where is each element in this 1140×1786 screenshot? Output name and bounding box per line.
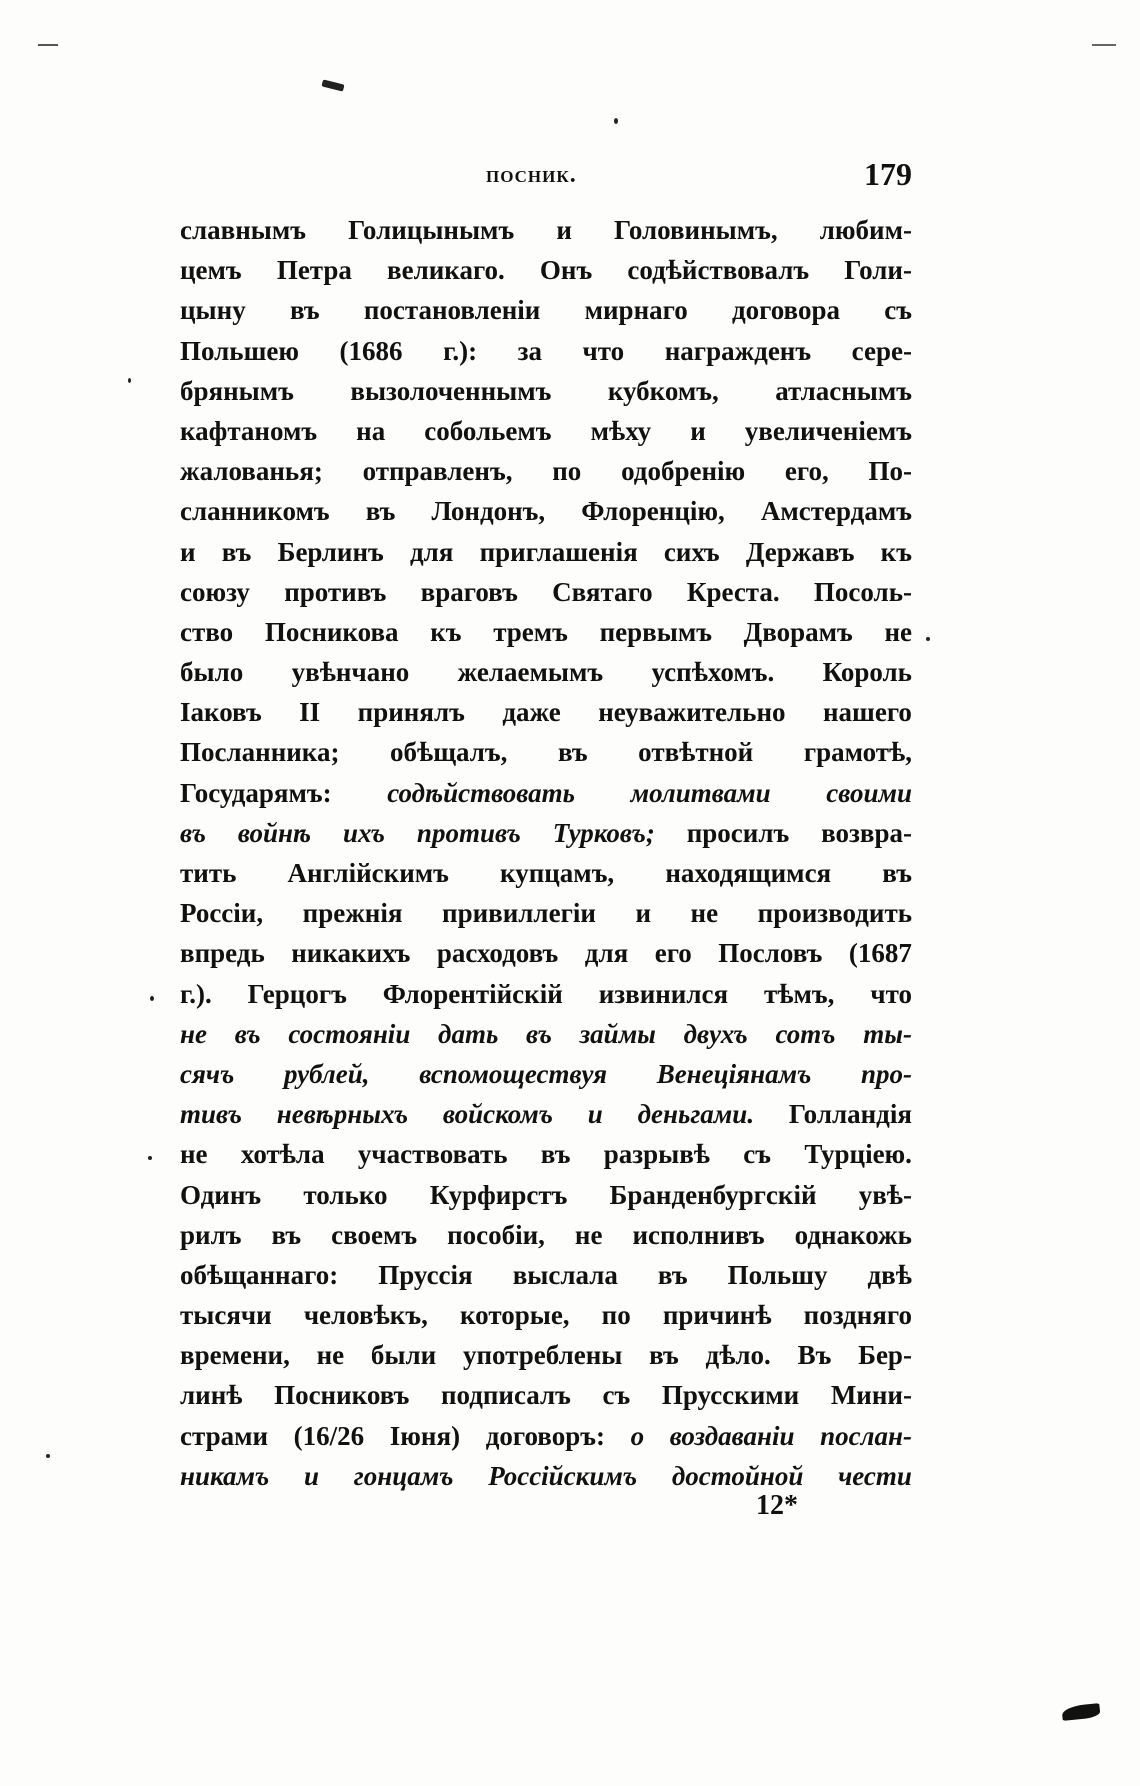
word: вызолоченнымъ xyxy=(350,375,552,406)
page-header xyxy=(180,156,912,202)
word: двухъ xyxy=(683,1018,748,1049)
word: мѣху xyxy=(590,415,652,446)
word: г.): xyxy=(443,335,478,366)
ink-speck xyxy=(150,996,154,1001)
word: Одинъ xyxy=(180,1179,262,1210)
word: Петра xyxy=(276,255,352,286)
word: участвовать xyxy=(357,1139,508,1170)
word: обѣщаннаго: xyxy=(180,1259,339,1290)
word: Онъ xyxy=(539,255,593,286)
word: сланникомъ xyxy=(180,496,330,527)
word: дѣло. xyxy=(705,1340,771,1371)
word: для xyxy=(584,938,629,969)
ink-speck xyxy=(128,378,131,383)
word: даже xyxy=(502,697,561,728)
word: и xyxy=(303,1460,320,1491)
word: въ xyxy=(649,1340,679,1371)
word: Голи- xyxy=(844,255,912,286)
text-line xyxy=(180,1014,912,1054)
word: въ xyxy=(234,1018,261,1049)
word: гонцамъ xyxy=(353,1460,454,1491)
scan-mark xyxy=(38,44,58,46)
word: противъ xyxy=(416,817,521,848)
body-text xyxy=(180,210,912,1496)
text-line xyxy=(180,1335,912,1375)
word: Государямъ: xyxy=(180,777,332,808)
text-line xyxy=(180,1295,912,1335)
word: содѣйствовать xyxy=(387,777,576,808)
word: что xyxy=(870,978,912,1009)
word: расходовъ xyxy=(436,938,559,969)
word: Святаго xyxy=(552,576,653,607)
word: Креста. xyxy=(686,576,780,607)
word: приглашенія xyxy=(479,536,638,567)
text-line xyxy=(180,1456,912,1496)
text-line xyxy=(180,652,912,692)
word: чести xyxy=(838,1460,912,1491)
word: возвра- xyxy=(821,817,912,848)
word: линѣ xyxy=(180,1380,243,1411)
word: жалованья; xyxy=(180,456,323,487)
word: Іаковъ xyxy=(180,697,262,728)
text-line xyxy=(180,974,912,1014)
word: въ xyxy=(289,295,320,326)
word: подписалъ xyxy=(440,1380,571,1411)
word: что xyxy=(582,335,625,366)
text-line xyxy=(180,853,912,893)
word: двѣ xyxy=(867,1259,912,1290)
word: брянымъ xyxy=(180,375,294,406)
word: своими xyxy=(826,777,912,808)
text-line xyxy=(180,813,912,853)
word: просилъ xyxy=(686,817,790,848)
word: отвѣтной xyxy=(638,737,754,768)
word: ство xyxy=(180,616,234,647)
word: Посланника; xyxy=(180,737,340,768)
word: ты- xyxy=(863,1018,912,1049)
word: причинѣ xyxy=(662,1300,772,1331)
word: не xyxy=(316,1340,345,1371)
word: воздаваніи xyxy=(669,1420,795,1451)
word: награжденъ xyxy=(664,335,812,366)
word: съ xyxy=(602,1380,631,1411)
word: Бранденбургскій xyxy=(609,1179,817,1210)
text-line xyxy=(180,210,912,250)
text-line xyxy=(180,773,912,813)
word: достойной xyxy=(671,1460,804,1491)
word: II xyxy=(299,697,321,728)
word: его, xyxy=(784,456,829,487)
word: желаемымъ xyxy=(457,657,604,688)
word: враговъ xyxy=(420,576,518,607)
word: Флоренцію, xyxy=(581,496,725,527)
word: тивъ xyxy=(180,1099,242,1130)
word: кубкомъ, xyxy=(607,375,719,406)
word: сячъ xyxy=(180,1058,235,1089)
word: союзу xyxy=(180,576,250,607)
word: увѣ- xyxy=(858,1179,912,1210)
word: Курфирстъ xyxy=(429,1179,568,1210)
word: поздняго xyxy=(803,1300,912,1331)
word: извинился xyxy=(598,978,729,1009)
word: и xyxy=(635,898,651,929)
word: Польшею xyxy=(180,335,299,366)
text-line xyxy=(180,692,912,732)
word: договора xyxy=(731,295,840,326)
word: дать xyxy=(438,1018,499,1049)
word: войскомъ xyxy=(442,1099,553,1130)
word: хотѣла xyxy=(240,1139,325,1170)
word: Англійскимъ xyxy=(287,858,449,888)
text-line xyxy=(180,290,912,330)
word: обѣщалъ, xyxy=(390,737,508,768)
word: производить xyxy=(757,898,912,929)
word: (1687 xyxy=(848,938,912,969)
word: въ xyxy=(271,1219,302,1250)
word: невѣрныхъ xyxy=(276,1099,409,1130)
word: послан- xyxy=(820,1420,912,1451)
word: цыну xyxy=(180,295,246,326)
text-line xyxy=(180,1134,912,1174)
word: и xyxy=(180,536,196,567)
word: увеличеніемъ xyxy=(744,415,912,446)
word: только xyxy=(303,1179,388,1210)
text-line xyxy=(180,1416,912,1456)
word: впредь xyxy=(180,938,265,969)
word: успѣхомъ. xyxy=(651,657,775,688)
word: на xyxy=(356,415,386,446)
word: въ xyxy=(221,536,252,567)
word: Голицынымъ xyxy=(348,215,515,245)
word: пособіи, xyxy=(447,1219,545,1250)
word: по xyxy=(552,456,582,487)
word: Мини- xyxy=(830,1380,912,1411)
text-line xyxy=(180,893,912,933)
word: никакихъ xyxy=(291,938,411,969)
corner-blot xyxy=(1061,1703,1100,1721)
ink-blot xyxy=(321,79,344,91)
word: молитвами xyxy=(630,777,771,808)
word: войнѣ xyxy=(237,817,312,848)
word: Бер- xyxy=(858,1340,912,1371)
word: (16/26 xyxy=(293,1420,365,1451)
ink-speck xyxy=(926,637,930,641)
word: Головинымъ, xyxy=(614,215,778,245)
word: по xyxy=(601,1300,631,1331)
word: не xyxy=(180,1139,208,1170)
word: за xyxy=(517,335,542,366)
text-line xyxy=(180,532,912,572)
word: разрывѣ xyxy=(603,1139,710,1170)
word: и xyxy=(556,215,572,245)
ink-speck xyxy=(614,118,618,124)
word: не xyxy=(180,1018,207,1049)
text-line xyxy=(180,331,912,371)
word: къ xyxy=(880,536,912,567)
word: собольемъ xyxy=(424,415,552,446)
word: къ xyxy=(430,616,462,647)
word: тремъ xyxy=(493,616,568,647)
text-line xyxy=(180,411,912,451)
word: одобренію xyxy=(621,456,746,487)
word: въ xyxy=(365,496,396,527)
word: Берлинъ xyxy=(277,536,384,567)
text-line xyxy=(180,572,912,612)
word: купцамъ, xyxy=(500,858,615,888)
word: однакожь xyxy=(794,1219,912,1250)
word: деньгами. xyxy=(637,1099,755,1130)
word: времени, xyxy=(180,1340,290,1371)
word: содѣйствовалъ xyxy=(627,255,810,286)
word: про- xyxy=(860,1058,912,1089)
word: Іюня) xyxy=(389,1420,461,1451)
word: въ xyxy=(557,737,588,768)
text-line xyxy=(180,1215,912,1255)
ink-speck xyxy=(46,1454,50,1458)
word: нашего xyxy=(823,697,912,728)
page-number: 179 xyxy=(864,156,912,192)
word: исполнивъ xyxy=(632,1219,765,1250)
word: атласнымъ xyxy=(775,375,912,406)
word: и xyxy=(690,415,706,446)
word: Пословъ xyxy=(718,938,823,969)
word: Турціею. xyxy=(804,1139,912,1170)
word: не xyxy=(574,1219,603,1250)
word: своемъ xyxy=(331,1219,418,1250)
word: Турковъ; xyxy=(552,817,655,848)
word: не xyxy=(884,616,912,647)
word: г.). xyxy=(180,978,212,1009)
word: человѣкъ, xyxy=(303,1300,428,1331)
word: употреблены xyxy=(462,1340,623,1371)
text-line xyxy=(180,371,912,411)
word: постановленіи xyxy=(363,295,541,326)
word: кафтаномъ xyxy=(180,415,318,446)
word: никамъ xyxy=(180,1460,270,1491)
word: славнымъ xyxy=(180,215,306,245)
word: въ xyxy=(526,1018,552,1049)
word: Пруссія xyxy=(378,1259,473,1290)
word: По- xyxy=(868,456,912,487)
word: которые, xyxy=(459,1300,570,1331)
text-line xyxy=(180,491,912,531)
word: выслала xyxy=(512,1259,618,1290)
word: сере- xyxy=(851,335,912,366)
scan-mark xyxy=(1092,44,1116,46)
word: его xyxy=(654,938,692,969)
word: Амстердамъ xyxy=(760,496,912,527)
word: цемъ xyxy=(180,255,242,286)
text-line xyxy=(180,451,912,491)
word: Россіи, xyxy=(180,898,264,929)
word: о xyxy=(630,1420,645,1451)
word: въ xyxy=(657,1259,688,1290)
text-line xyxy=(180,1094,912,1134)
word: любим- xyxy=(819,215,912,245)
word: въ xyxy=(180,817,206,848)
word: сихъ xyxy=(663,536,720,567)
word: Лондонъ, xyxy=(431,496,546,527)
word: Въ xyxy=(797,1340,832,1371)
word: сотъ xyxy=(775,1018,836,1049)
word: Король xyxy=(822,657,912,688)
word: первымъ xyxy=(599,616,712,647)
text-line xyxy=(180,933,912,973)
word: съ xyxy=(884,295,912,326)
word: тысячи xyxy=(180,1300,272,1331)
word: Посниковъ xyxy=(274,1380,410,1411)
word: состояніи xyxy=(288,1018,411,1049)
word: были xyxy=(370,1340,437,1371)
word: тить xyxy=(180,858,237,888)
word: Герцогъ xyxy=(247,978,347,1009)
signature-mark: 12* xyxy=(756,1490,798,1521)
word: Посникова xyxy=(264,616,399,647)
word: рилъ xyxy=(180,1219,242,1250)
text-line xyxy=(180,732,912,772)
word: увѣнчано xyxy=(291,657,410,688)
word: принялъ xyxy=(357,697,465,728)
word: Посоль- xyxy=(813,576,912,607)
word: грамотѣ, xyxy=(803,737,912,768)
text-line xyxy=(180,1375,912,1415)
word: Флорентійскій xyxy=(382,978,563,1009)
word: отправленъ, xyxy=(362,456,513,487)
word: рублей, xyxy=(283,1058,370,1089)
word: Польшу xyxy=(727,1259,828,1290)
word: для xyxy=(409,536,454,567)
text-line xyxy=(180,1255,912,1295)
word: (1686 xyxy=(339,335,403,366)
word: Венеціянамъ xyxy=(656,1058,812,1089)
word: Голландія xyxy=(788,1099,912,1130)
word: находящимся xyxy=(665,858,832,888)
word: ихъ xyxy=(342,817,386,848)
text-line xyxy=(180,1054,912,1094)
word: мирнаго xyxy=(584,295,688,326)
text-line xyxy=(180,612,912,652)
word: Прусскими xyxy=(661,1380,800,1411)
word: Россійскимъ xyxy=(488,1460,638,1491)
word: неуважительно xyxy=(598,697,786,728)
ink-speck xyxy=(148,1156,152,1160)
word: договоръ: xyxy=(485,1420,605,1451)
word: прежнія xyxy=(302,898,403,929)
word: не xyxy=(690,898,719,929)
word: было xyxy=(180,657,244,688)
running-head: посник. xyxy=(486,162,577,188)
word: въ xyxy=(882,858,912,888)
text-line xyxy=(180,1175,912,1215)
word: великаго. xyxy=(387,255,505,286)
word: противъ xyxy=(284,576,387,607)
word: съ xyxy=(743,1139,772,1170)
word: и xyxy=(587,1099,603,1130)
word: привиллегіи xyxy=(442,898,596,929)
word: Дворамъ xyxy=(743,616,853,647)
word: страми xyxy=(180,1420,269,1451)
word: въ xyxy=(540,1139,571,1170)
text-line xyxy=(180,250,912,290)
word: Державъ xyxy=(745,536,855,567)
word: тѣмъ, xyxy=(764,978,835,1009)
word: вспомоществуя xyxy=(419,1058,608,1089)
word: займы xyxy=(579,1018,656,1049)
